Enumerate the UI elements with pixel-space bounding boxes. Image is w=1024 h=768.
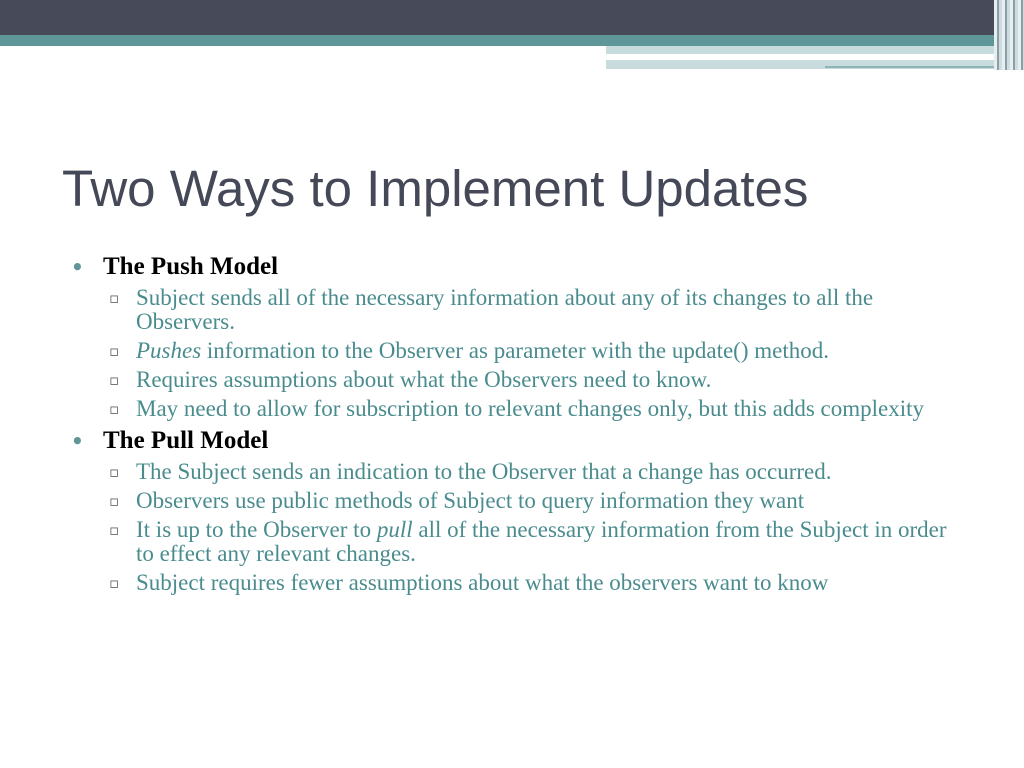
header-stripes-decoration — [994, 0, 1024, 70]
square-bullet-icon: ▫ — [109, 463, 120, 481]
square-bullet-icon: ▫ — [109, 342, 120, 360]
list-item-text: Observers use public methods of Subject to query information they want — [136, 488, 805, 513]
slide-body — [70, 252, 970, 600]
list-item — [109, 570, 970, 595]
list-item-text: Subject sends all of the necessary information about any of its changes to all the Observers. — [136, 285, 874, 334]
list-item-emphasis: pull — [376, 517, 413, 542]
header-white-line — [606, 56, 948, 58]
slide-title: Two Ways to Implement Updates — [62, 160, 809, 217]
list-item-emphasis: Pushes — [136, 338, 202, 363]
section-pull-model — [70, 426, 970, 595]
list-item-text: Subject requires fewer assumptions about what the observers want to know — [136, 570, 829, 595]
square-bullet-icon: ▫ — [109, 574, 120, 592]
bullet-dot-icon: • — [71, 429, 84, 453]
list-item-text: It is up to the Observer to — [136, 517, 377, 542]
square-bullet-icon: ▫ — [109, 521, 120, 539]
section-heading-text: The Pull Model — [103, 427, 269, 454]
list-item-text: all of the necessary information from the Subject in order to effect any relevant changes. — [136, 517, 947, 566]
section-push-model — [70, 252, 970, 421]
square-bullet-icon: ▫ — [109, 492, 120, 510]
list-item-text: Requires assumptions about what the Observers need to know. — [136, 367, 712, 392]
list-item — [109, 459, 970, 484]
list-item-text: The Subject sends an indication to the Observer that a change has occurred. — [136, 459, 832, 484]
bullet-list — [70, 286, 970, 421]
bullet-list — [70, 460, 970, 595]
list-item — [109, 517, 970, 566]
list-item — [109, 488, 970, 513]
section-heading — [70, 252, 970, 282]
list-item — [109, 367, 970, 392]
list-item-text: May need to allow for subscription to relevant changes only, but this adds complexity — [136, 396, 925, 421]
square-bullet-icon: ▫ — [109, 400, 120, 418]
list-item — [109, 396, 970, 421]
header-teal-band — [0, 35, 1024, 46]
header-dark-band — [0, 0, 1024, 35]
bullet-dot-icon: • — [71, 255, 84, 279]
list-item — [109, 338, 970, 363]
header-light-band — [606, 46, 1024, 54]
square-bullet-icon: ▫ — [109, 289, 120, 307]
section-heading-text: The Push Model — [103, 253, 279, 280]
section-heading — [70, 426, 970, 456]
square-bullet-icon: ▫ — [109, 371, 120, 389]
list-item-text: information to the Observer as parameter with the update() method. — [201, 338, 829, 363]
list-item — [109, 285, 970, 334]
